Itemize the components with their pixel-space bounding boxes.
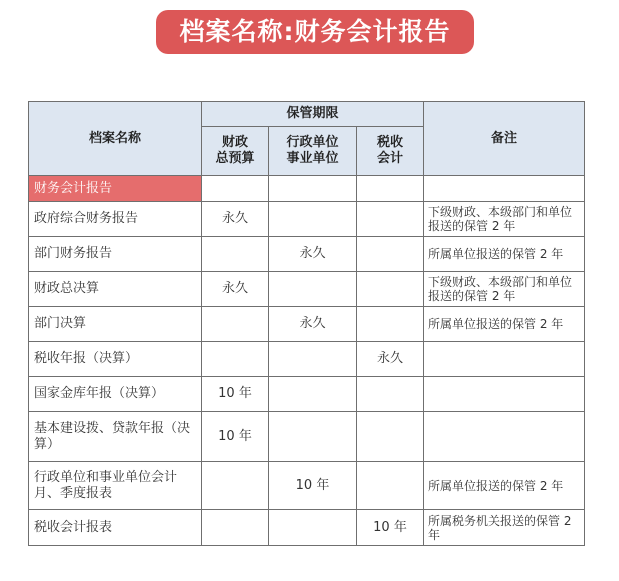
table-row bbox=[29, 462, 585, 510]
row-name: 财政总决算 bbox=[29, 272, 202, 307]
row-fiscal-budget: 永久 bbox=[202, 272, 269, 307]
row-fiscal-budget: 永久 bbox=[202, 202, 269, 237]
row-note: 所属税务机关报送的保管 2 年 bbox=[424, 510, 585, 546]
table-row bbox=[29, 307, 585, 342]
row-name: 国家金库年报（决算） bbox=[29, 377, 202, 412]
row-note: 所属单位报送的保管 2 年 bbox=[424, 462, 585, 510]
row-admin-unit bbox=[269, 510, 357, 546]
row-tax-accounting bbox=[357, 307, 424, 342]
archive-retention-table bbox=[28, 101, 585, 546]
row-admin-unit bbox=[269, 377, 357, 412]
row-tax-accounting bbox=[357, 202, 424, 237]
table-row bbox=[29, 202, 585, 237]
table-row bbox=[29, 237, 585, 272]
header-fiscal-budget: 财政 总预算 bbox=[202, 127, 269, 176]
header-admin-unit: 行政单位 事业单位 bbox=[269, 127, 357, 176]
row-tax-accounting: 永久 bbox=[357, 342, 424, 377]
table-row bbox=[29, 412, 585, 462]
row-admin-unit bbox=[269, 412, 357, 462]
row-note: 下级财政、本级部门和单位报送的保管 2 年 bbox=[424, 202, 585, 237]
table-row bbox=[29, 272, 585, 307]
row-admin-unit bbox=[269, 202, 357, 237]
row-tax-accounting bbox=[357, 237, 424, 272]
row-tax-accounting: 10 年 bbox=[357, 510, 424, 546]
row-name: 部门决算 bbox=[29, 307, 202, 342]
row-tax-accounting bbox=[357, 412, 424, 462]
row-fiscal-budget bbox=[202, 462, 269, 510]
header-tax-accounting: 税收 会计 bbox=[357, 127, 424, 176]
header-note: 备注 bbox=[424, 102, 585, 176]
row-admin-unit: 10 年 bbox=[269, 462, 357, 510]
row-admin-unit bbox=[269, 272, 357, 307]
table-row bbox=[29, 510, 585, 546]
table-row bbox=[29, 377, 585, 412]
row-name: 基本建设拨、贷款年报（决算） bbox=[29, 412, 202, 462]
header-name: 档案名称 bbox=[29, 102, 202, 176]
row-note: 下级财政、本级部门和单位报送的保管 2 年 bbox=[424, 272, 585, 307]
row-name: 政府综合财务报告 bbox=[29, 202, 202, 237]
row-name: 行政单位和事业单位会计月、季度报表 bbox=[29, 462, 202, 510]
row-fiscal-budget: 10 年 bbox=[202, 377, 269, 412]
header-retention-period: 保管期限 bbox=[202, 102, 424, 127]
row-fiscal-budget bbox=[202, 510, 269, 546]
row-name: 部门财务报告 bbox=[29, 237, 202, 272]
row-note bbox=[424, 377, 585, 412]
row-note bbox=[424, 412, 585, 462]
row-tax-accounting bbox=[357, 272, 424, 307]
row-fiscal-budget bbox=[202, 307, 269, 342]
row-fiscal-budget bbox=[202, 342, 269, 377]
row-admin-unit: 永久 bbox=[269, 307, 357, 342]
row-tax-accounting bbox=[357, 462, 424, 510]
table-row bbox=[29, 342, 585, 377]
row-fiscal-budget bbox=[202, 237, 269, 272]
row-note bbox=[424, 342, 585, 377]
row-admin-unit bbox=[269, 342, 357, 377]
row-admin-unit: 永久 bbox=[269, 237, 357, 272]
page-title: 档案名称:财务会计报告 bbox=[156, 10, 474, 54]
section-label: 财务会计报告 bbox=[29, 176, 202, 202]
row-fiscal-budget: 10 年 bbox=[202, 412, 269, 462]
row-name: 税收年报（决算） bbox=[29, 342, 202, 377]
row-tax-accounting bbox=[357, 377, 424, 412]
row-note: 所属单位报送的保管 2 年 bbox=[424, 307, 585, 342]
row-name: 税收会计报表 bbox=[29, 510, 202, 546]
row-note: 所属单位报送的保管 2 年 bbox=[424, 237, 585, 272]
